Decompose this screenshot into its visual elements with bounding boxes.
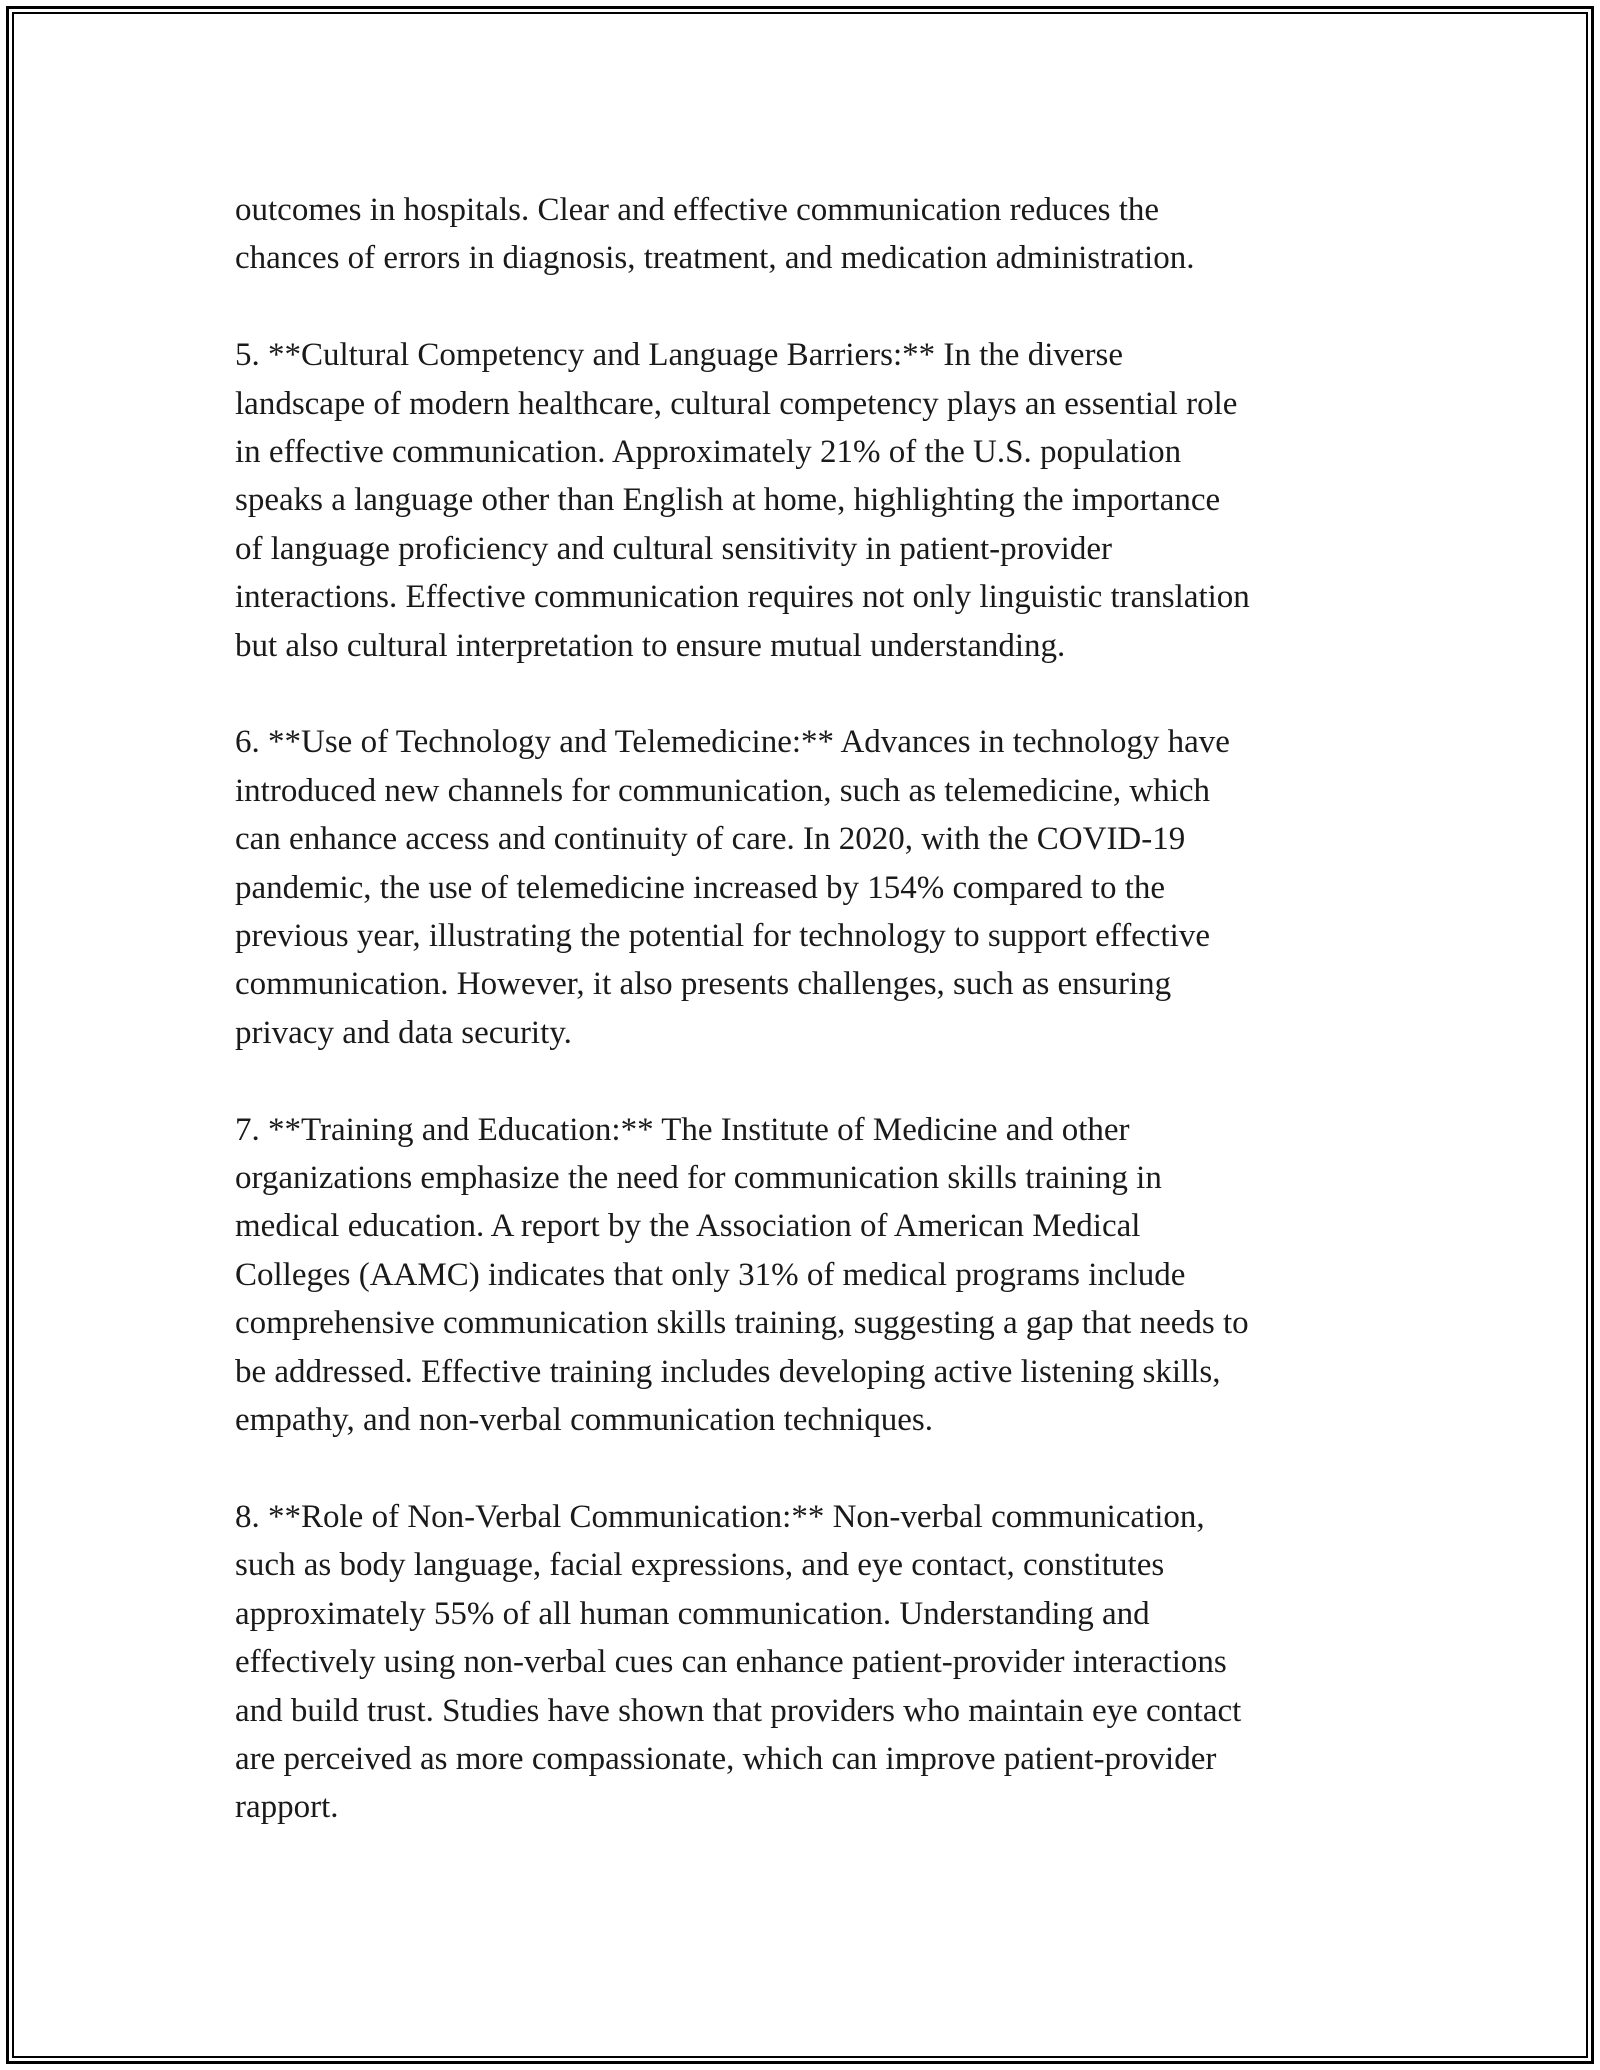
paragraph-technology-telemedicine: 6. **Use of Technology and Telemedicine:** Advances in technology have introduced new channels for communication, such as telemedicine, which can enhance access and continuity of care. In 2020, with the COVID-19 pandemic, the use of telemedicine increased by 154% compared to the previous year, illustrating the potential for technology to support effective communication. However, it also presents challenges, such as ensuring privacy and data security. [235,724,1230,1051]
paragraph-continuation: outcomes in hospitals. Clear and effective communication reduces the chances of errors in diagnosis, treatment, and medication administration. [235,192,1195,277]
paragraph-cultural-competency: 5. **Cultural Competency and Language Barriers:** In the diverse landscape of modern healthcare, cultural competency plays an essential role in effective communication. Approximately 21% of the U.S. population speaks a language other than English at home, highlighting the importance of language proficiency and cultural sensitivity in patient-provider interactions. Effective communication requires not only linguistic translation but also cultural interpretation to ensure mutual understanding. [235,337,1250,664]
document-body [235,186,1385,1880]
paragraph-non-verbal-communication: 8. **Role of Non-Verbal Communication:** Non-verbal communication, such as body language, facial expressions, and eye contact, constitutes approximately 55% of all human communication. Understanding and effectively using non-verbal cues can enhance patient-provider interactions and build trust. Studies have shown that providers who maintain eye contact are perceived as more compassionate, which can improve patient-provider rapport. [235,1498,1242,1826]
paragraph-training-education: 7. **Training and Education:** The Institute of Medicine and other organizations emphasize the need for communication skills training in medical education. A report by the Association of American Medical Colleges (AAMC) indicates that only 31% of medical programs include comprehensive communication skills training, suggesting a gap that needs to be addressed. Effective training includes developing active listening skills, empathy, and non-verbal communication techniques. [235,1111,1249,1439]
